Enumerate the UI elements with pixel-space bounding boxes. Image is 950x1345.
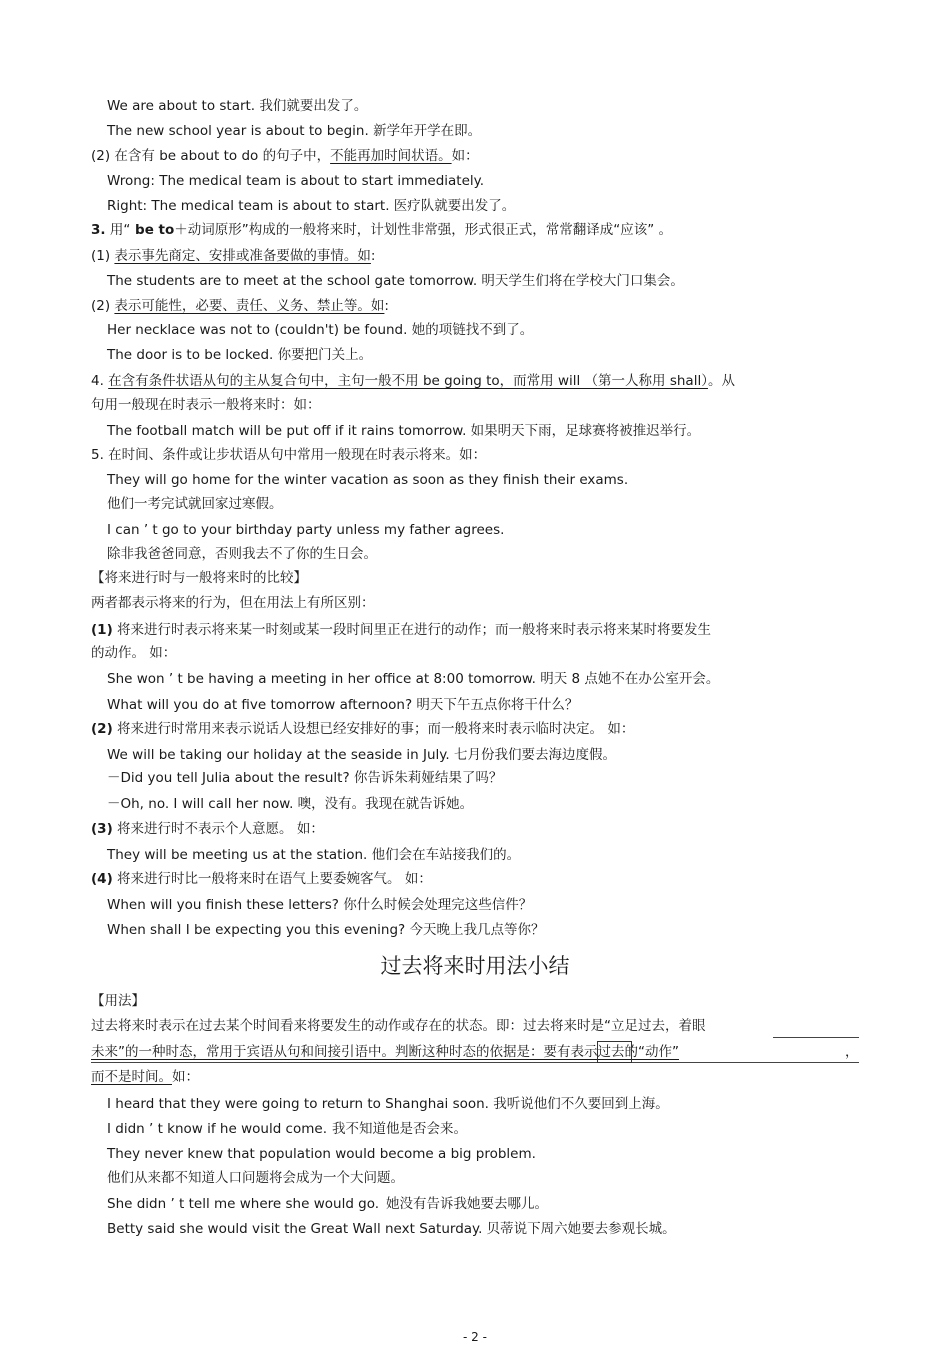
example-translation: 他们从来都不知道人口问题将会成为一个大问题。 xyxy=(107,1170,404,1186)
paragraph-text: 如： xyxy=(172,1069,199,1085)
example-line: The new school year is about to begin. 新学年开学在即。 xyxy=(107,123,482,139)
rule-text: ＋动词原形”构成的一般将来时，计划性非常强，形式很正式，常常翻译成“应该” 。 xyxy=(174,222,673,238)
example-line: I heard that they were going to return to Shanghai soon. 我听说他们不久要回到上海。 xyxy=(107,1096,669,1112)
rule-text: 如： xyxy=(451,148,479,164)
example-line: When shall I be expecting you this evening? 今天晚上我几点等你？ xyxy=(107,922,545,938)
rule-text: 将来进行时比一般将来时在语气上要委婉客气。 如： xyxy=(112,871,432,887)
rule-text: 将来进行时表示将来某一时刻或某一段时间里正在进行的动作；而一般将来时表示将来某时将要发生 xyxy=(112,622,712,638)
dialogue-line: －Did you tell Julia about the result? 你告诉朱莉娅结果了吗？ xyxy=(107,770,503,786)
rule-line xyxy=(91,720,634,738)
example-line: She didn ’ t tell me where she would go. xyxy=(107,1196,380,1212)
rule-emphasis: 表示事先商定、安排或准备要做的事情。如 xyxy=(114,248,371,264)
section-subheading: 【用法】 xyxy=(91,993,145,1009)
underline-rule xyxy=(773,1037,859,1038)
paragraph-emphasis: 而不是时间。 xyxy=(91,1069,172,1085)
example-line: They will be meeting us at the station. 他们会在车站接我们的。 xyxy=(107,847,521,863)
paragraph-punctuation: ， xyxy=(845,1044,859,1060)
rule-text: : xyxy=(384,298,389,314)
page-number: - 2 - xyxy=(463,1330,487,1344)
rule-text: 将来进行时不表示个人意愿。 如： xyxy=(112,821,324,837)
rule-text: : xyxy=(370,248,376,264)
rule-number: (4) xyxy=(91,871,113,887)
rule-emphasis: 在含有条件状语从句的主从复合句中，主句一般不用 be going to，而常用 will （第一人称用 shall） xyxy=(108,373,708,389)
rule-heading xyxy=(91,372,735,390)
example-line: The students are to meet at the school gate tomorrow. 明天学生们将在学校大门口集会。 xyxy=(107,273,684,289)
rule-line: 句用一般现在时表示一般将来时：如： xyxy=(91,397,321,413)
rule-number: (1) xyxy=(91,622,113,638)
example-line: What will you do at five tomorrow afternoon? 明天下午五点你将干什么？ xyxy=(107,697,579,713)
rule-heading xyxy=(91,221,672,239)
example-translation: 我不知道他是否会来。 xyxy=(332,1121,467,1137)
example-line: We are about to start. 我们就要出发了。 xyxy=(107,98,368,114)
rule-emphasis: 不能再加时间状语。 xyxy=(330,148,452,164)
example-line: I didn ’ t know if he would come. xyxy=(107,1121,327,1137)
paragraph-line xyxy=(91,1068,199,1086)
rule-text: (2) 在含有 be about to do 的句子中， xyxy=(91,148,331,164)
example-translation: 她没有告诉我她要去哪儿。 xyxy=(386,1196,548,1212)
rule-line xyxy=(91,870,432,888)
example-translation: 他们一考完试就回家过寒假。 xyxy=(107,496,283,512)
section-title: 过去将来时用法小结 xyxy=(380,954,570,978)
rule-line xyxy=(91,147,479,165)
example-line: Her necklace was not to (couldn't) be found. 她的项链找不到了。 xyxy=(107,322,534,338)
rule-keyword: be to xyxy=(130,222,175,238)
example-line: We will be taking our holiday at the seaside in July. 七月份我们要去海边度假。 xyxy=(107,747,616,763)
rule-line xyxy=(91,297,389,315)
paragraph-line: 两者都表示将来的行为，但在用法上有所区别： xyxy=(91,595,375,611)
rule-number: (2) xyxy=(91,298,115,314)
example-line: She won ’ t be having a meeting in her office at 8:00 tomorrow. 明天 8 点她不在办公室开会。 xyxy=(107,671,720,687)
paragraph-line xyxy=(91,1043,679,1061)
highlight-box xyxy=(597,1041,632,1063)
example-line: The door is to be locked. 你要把门关上。 xyxy=(107,347,373,363)
rule-line: 的动作。 如： xyxy=(91,645,177,661)
example-line: Wrong: The medical team is about to start immediately. xyxy=(107,173,484,189)
example-line: Betty said she would visit the Great Wall next Saturday. 贝蒂说下周六她要去参观长城。 xyxy=(107,1221,676,1237)
rule-number: 4. xyxy=(91,373,109,389)
example-line: The football match will be put off if it rains tomorrow. 如果明天下雨，足球赛将被推迟举行。 xyxy=(107,423,701,439)
rule-line xyxy=(91,247,375,265)
rule-emphasis: 表示可能性，必要、责任、义务、禁止等。如 xyxy=(114,298,385,314)
rule-text: 将来进行时常用来表示说话人设想已经安排好的事；而一般将来时表示临时决定。 如： xyxy=(112,721,635,737)
example-line: They will go home for the winter vacation as soon as they finish their exams. xyxy=(107,472,629,488)
example-line: They never knew that population would become a big problem. xyxy=(107,1146,536,1162)
underline-rule xyxy=(91,1062,859,1063)
rule-number: (2) xyxy=(91,721,113,737)
dialogue-line: －Oh, no. I will call her now. 噢，没有。我现在就告诉她。 xyxy=(107,796,474,812)
example-translation: 除非我爸爸同意，否则我去不了你的生日会。 xyxy=(107,546,377,562)
example-line: I can ’ t go to your birthday party unless my father agrees. xyxy=(107,522,505,538)
example-line: When will you finish these letters? 你什么时候会处理完这些信件？ xyxy=(107,897,533,913)
rule-heading: 5. 在时间、条件或让步状语从句中常用一般现在时表示将来。如： xyxy=(91,447,487,463)
paragraph-line: 过去将来时表示在过去某个时间看来将要发生的动作或存在的状态。即：过去将来时是“立足过去，着眼 xyxy=(91,1018,706,1034)
rule-line xyxy=(91,621,711,639)
paragraph-emphasis: 未来”的一种时态，常用于宾语从句和间接引语中。判断这种时态的依据是：要有表示过去的“动作” xyxy=(91,1044,679,1060)
rule-text: 用“ xyxy=(105,222,131,238)
rule-text: 。从 xyxy=(707,373,735,389)
example-line: Right: The medical team is about to start. 医疗队就要出发了。 xyxy=(107,198,516,214)
section-subheading: 【将来进行时与一般将来时的比较】 xyxy=(91,570,307,586)
rule-line xyxy=(91,820,324,838)
rule-number: (3) xyxy=(91,821,113,837)
rule-number: (1) xyxy=(91,248,115,264)
rule-number: 3. xyxy=(91,222,106,238)
